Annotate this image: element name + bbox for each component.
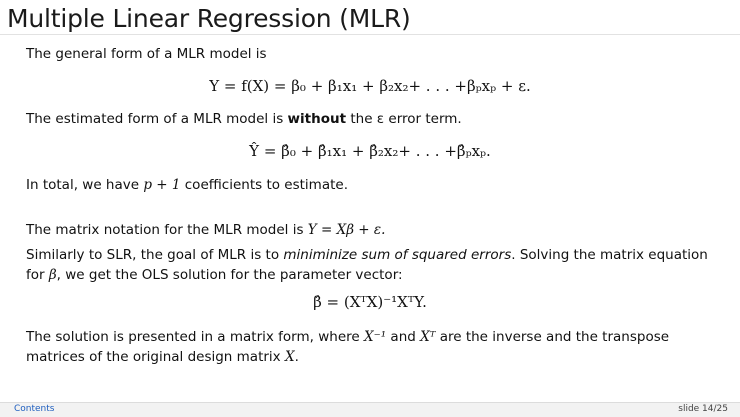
- solution-math-design: X: [284, 349, 295, 365]
- solution-text-d: .: [294, 349, 299, 365]
- contents-link[interactable]: Contents: [14, 404, 55, 414]
- coefficient-count-math: p + 1: [143, 177, 181, 193]
- solution-math-transpose: Xᵀ: [420, 329, 436, 345]
- paragraph-matrix-notation: [26, 220, 726, 240]
- slide-number: slide 14/25: [678, 404, 728, 414]
- solution-text-a: The solution is presented in a matrix form, where: [26, 329, 364, 345]
- estimated-form-suffix: the ε error term.: [346, 111, 462, 127]
- ols-goal-text-c: , we get the OLS solution for the parameter vector:: [56, 267, 403, 283]
- paragraph-general-form: The general form of a MLR model is: [26, 46, 267, 62]
- solution-text-b: and: [386, 329, 421, 345]
- ols-goal-math-beta: β: [48, 267, 57, 283]
- equation-estimated-model: Ŷ = β̂₀ + β̂₁x₁ + β̂₂x₂+ . . . +β̂ₚxₚ.: [249, 142, 491, 160]
- ols-goal-text-a: Similarly to SLR, the goal of MLR is to: [26, 247, 284, 263]
- matrix-notation-math: Y = Xβ + ε.: [307, 222, 386, 238]
- coefficient-count-prefix: In total, we have: [26, 177, 144, 193]
- ols-goal-emphasis: miniminize sum of squared errors: [283, 247, 512, 263]
- estimated-form-bold: without: [287, 111, 347, 127]
- equation-general-model: Y = f(X) = β₀ + β₁x₁ + β₂x₂+ . . . +βₚxₚ + ε.: [209, 77, 531, 95]
- paragraph-estimated-form: [26, 109, 726, 129]
- paragraph-ols-goal: [26, 245, 726, 285]
- footer-bar: [0, 402, 740, 417]
- solution-math-inverse: X⁻¹: [363, 329, 387, 345]
- matrix-notation-prefix: The matrix notation for the MLR model is: [26, 222, 308, 238]
- slide-title: Multiple Linear Regression (MLR): [7, 4, 411, 33]
- ols-goal-text-b: . Solving the matrix equation for: [26, 247, 708, 283]
- solution-text-c: are the inverse and the transpose matrices of the original design matrix: [26, 329, 670, 365]
- paragraph-coefficient-count: [26, 175, 726, 195]
- paragraph-solution-description: [26, 327, 726, 367]
- estimated-form-prefix: The estimated form of a MLR model is: [26, 111, 288, 127]
- title-divider: [0, 34, 740, 35]
- equation-ols-solution: β̂ = (XᵀX)⁻¹XᵀY.: [313, 293, 427, 311]
- coefficient-count-suffix: coefficients to estimate.: [180, 177, 348, 193]
